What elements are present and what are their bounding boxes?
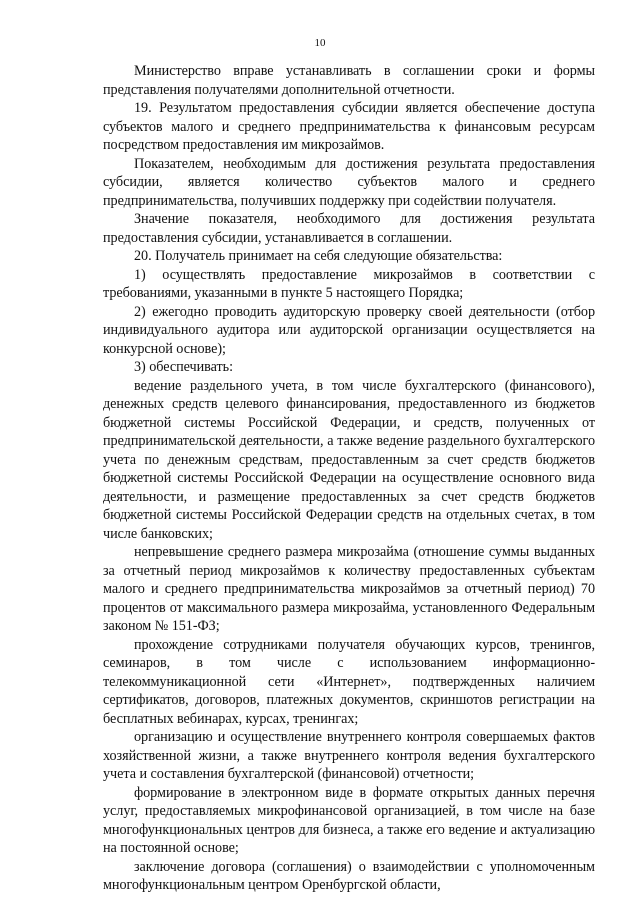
paragraph: Министерство вправе устанавливать в соглашении сроки и формы представления получателями дополнительной отчетности. — [103, 63, 595, 98]
paragraph: 1) осуществлять предоставление микрозаймов в соответствии с требованиями, указанными в пункте 5 настоящего Порядка; — [103, 266, 595, 301]
page-number: 10 — [314, 37, 326, 49]
paragraph: Значение показателя, необходимого для достижения результата предоставления субсидии, устанавливается в соглашении. — [103, 211, 595, 246]
paragraph: 19. Результатом предоставления субсидии является обеспечение доступа субъектов малого и среднего предпринимательства к финансовым ресурсам посредством предоставления им микрозаймов. — [103, 100, 595, 153]
document-body — [103, 62, 595, 895]
paragraph: 3) обеспечивать: — [134, 359, 233, 375]
paragraph: заключение договора (соглашения) о взаимодействии с уполномоченным многофункциональным центром Оренбургской области, — [103, 858, 595, 893]
paragraph: организацию и осуществление внутреннего контроля совершаемых фактов хозяйственной жизни, а также внутреннего контроля ведения бухгалтерского учета и составления бухгалтерской (финансовой) отчетности; — [103, 729, 595, 782]
paragraph: формирование в электронном виде в формате открытых данных перечня услуг, предоставляемых микрофинансовой организацией, в том числе на базе многофункциональных центров для бизнеса, а также его ведение и актуализацию на постоянной основе; — [103, 784, 595, 856]
paragraph: 20. Получатель принимает на себя следующие обязательства: — [134, 248, 503, 264]
paragraph: непревышение среднего размера микрозайма (отношение суммы выданных за отчетный период микрозаймов к количеству предоставленных субъектам малого и среднего предпринимательства микрозаймов за отчетный период) 70 процентов от максимального размера микрозайма, установленного Федеральным законом № 151-ФЗ; — [103, 544, 595, 634]
paragraph: Показателем, необходимым для достижения результата предоставления субсидии, является количество субъектов малого и среднего предпринимательства, получивших поддержку при содействии получателя. — [103, 155, 595, 209]
paragraph: прохождение сотрудниками получателя обучающих курсов, тренингов, семинаров, в том числе с использованием информационно-телекоммуникационной сети «Интернет», подтвержденных наличием сертификатов, договоров, платежных документов, скриншотов регистрации на бесплатных вебинарах, курсах, тренингах; — [103, 636, 595, 727]
paragraph: 2) ежегодно проводить аудиторскую проверку своей деятельности (отбор индивидуального аудитора или аудиторской организации осуществляется на конкурсной основе); — [103, 303, 595, 357]
paragraph: ведение раздельного учета, в том числе бухгалтерского (финансового), денежных средств целевого финансирования, предоставленного из бюджетов бюджетной системы Российской Федерации, и средств, полученных от предпринимательской деятельности, а также ведение раздельного бухгалтерского учета по денежным средствам, предоставленным за счет средств бюджетов бюджетной системы Российской Федерации на осуществление основного вида деятельности, и размещение предоставленных за счет средств бюджетов бюджетной системы Российской Федерации средств на отдельных счетах, в том числе банковских; — [103, 377, 595, 542]
